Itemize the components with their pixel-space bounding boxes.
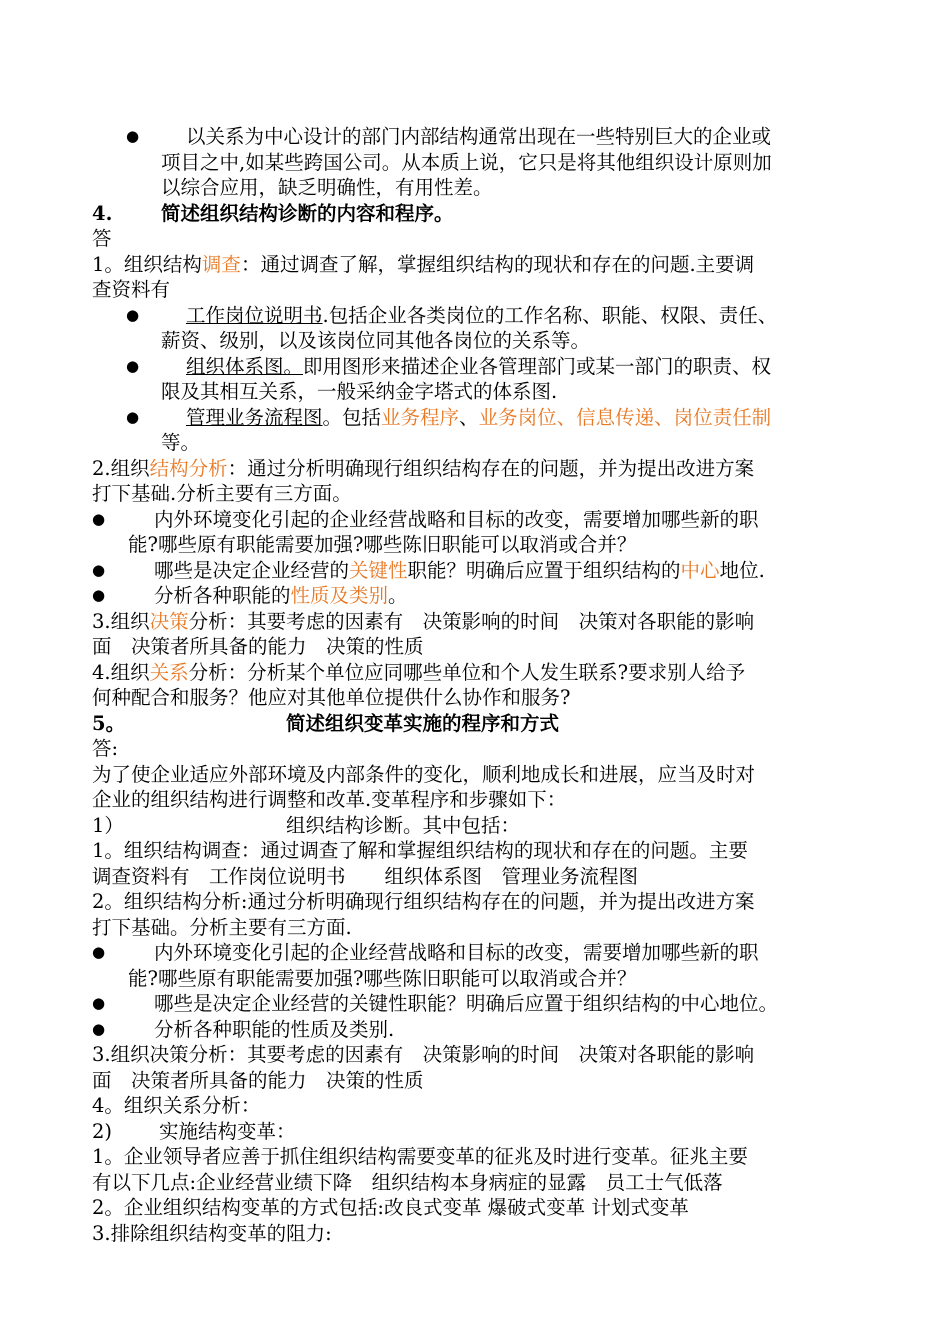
text-line: 企业的组织结构进行调整和改革.变革程序和步骤如下： — [92, 788, 567, 811]
text-line: 1。组织结构调查：通过调查了解和掌握组织结构的现状和存在的问题。主要 — [92, 839, 748, 862]
bullet-icon: ● — [92, 560, 106, 579]
bullet-icon: ● — [126, 356, 140, 375]
bullet-icon: ● — [92, 586, 106, 604]
paragraph: 4.组织关系分析：分析某个单位应同哪些单位和个人发生联系?要求别人给予 — [92, 660, 746, 684]
step-heading: 1） 组织结构诊断。其中包括： — [92, 813, 521, 837]
text-line: 2。组织结构分析:通过分析明确现行组织结构存在的问题，并为提出改进方案 — [92, 890, 755, 913]
text-line: 能?哪些原有职能需要加强?哪些陈旧职能可以取消或合并？ — [128, 966, 637, 990]
bullet-icon: ● — [92, 943, 106, 961]
text-line: 限及其相互关系，一般采纳金字塔式的体系图. — [161, 380, 558, 403]
text-line: 为了使企业适应外部环境及内部条件的变化，顺利地成长和进展，应当及时对 — [92, 762, 756, 786]
text-line: 等。 — [161, 431, 201, 454]
text-line: 能?哪些原有职能需要加强?哪些陈旧职能可以取消或合并？ — [128, 533, 637, 556]
text-line: 调查资料有 工作岗位说明书 组织体系图 管理业务流程图 — [92, 864, 639, 888]
text-line: 面 决策者所具备的能力 决策的性质 — [92, 635, 424, 658]
bullet-item: ● 分析各种职能的性质及类别。 — [92, 584, 408, 607]
bullet-icon: ● — [92, 994, 106, 1012]
text-line: 2。企业组织结构变革的方式包括:改良式变革 爆破式变革 计划式变革 — [92, 1196, 689, 1219]
text-line: 面 决策者所具备的能力 决策的性质 — [92, 1068, 424, 1092]
text-line: 有以下几点:企业经营业绩下降 组织结构本身病症的显露 员工士气低落 — [92, 1170, 723, 1194]
text-line: 打下基础.分析主要有三方面。 — [92, 482, 352, 505]
text-line: 打下基础。分析主要有三方面. — [92, 915, 352, 939]
document-page — [92, 124, 862, 1246]
text-line: 薪资、级别，以及该岗位同其他各岗位的关系等。 — [161, 329, 591, 352]
text-line: 项目之中,如某些跨国公司。从本质上说，它只是将其他组织设计原则加 — [161, 150, 772, 174]
bullet-item: ● 管理业务流程图。包括业务程序、业务岗位、信息传递、岗位责任制 — [126, 405, 772, 429]
text-line: 以综合应用，缺乏明确性，有用性差。 — [161, 176, 493, 199]
paragraph: 1。组织结构调查：通过调查了解，掌握组织结构的现状和存在的问题.主要调 — [92, 252, 755, 276]
paragraph: 2.组织结构分析：通过分析明确现行组织结构存在的问题，并为提出改进方案 — [92, 456, 755, 480]
paragraph: 3.组织决策分析：其要考虑的因素有 决策影响的时间 决策对各职能的影响 — [92, 609, 755, 633]
text-line: 1。企业领导者应善于抓住组织结构需要变革的征兆及时进行变革。征兆主要 — [92, 1145, 748, 1168]
text-line: 查资料有 — [92, 278, 171, 301]
bullet-item: ● 分析各种职能的性质及类别. — [92, 1017, 395, 1041]
bullet-icon: ● — [126, 127, 140, 145]
bullet-item: ● 哪些是决定企业经营的关键性职能？明确后应置于组织结构的中心地位。 — [92, 992, 779, 1015]
text-line: 何种配合和服务？他应对其他单位提供什么协作和服务? — [92, 686, 571, 709]
bullet-item: ● 组织体系图。即用图形来描述企业各管理部门或某一部门的职责、权 — [126, 354, 772, 378]
bullet-item: ● 内外环境变化引起的企业经营战略和目标的改变，需要增加哪些新的职 — [92, 941, 759, 964]
question-heading: 5。 简述组织变革实施的程序和方式 — [92, 711, 560, 735]
answer-label: 答 — [92, 227, 112, 250]
bullet-icon: ● — [92, 509, 106, 528]
answer-label: 答: — [92, 737, 119, 760]
bullet-item: ● 内外环境变化引起的企业经营战略和目标的改变，需要增加哪些新的职 — [92, 507, 759, 531]
bullet-item: ● 工作岗位说明书.包括企业各类岗位的工作名称、职能、权限、责任、 — [126, 303, 778, 327]
bullet-icon: ● — [92, 1019, 106, 1038]
bullet-item: ● 以关系为中心设计的部门内部结构通常出现在一些特别巨大的企业或 — [126, 125, 772, 148]
bullet-item: ● 哪些是决定企业经营的关键性职能？明确后应置于组织结构的中心地位. — [92, 558, 765, 582]
bullet-icon: ● — [126, 407, 140, 426]
text-line: 4。组织关系分析： — [92, 1094, 261, 1117]
text-line: 3.排除组织结构变革的阻力: — [92, 1221, 332, 1245]
question-heading: 4. 简述组织结构诊断的内容和程序。 — [92, 201, 454, 225]
bullet-icon: ● — [126, 305, 140, 324]
text-line: 3.组织决策分析：其要考虑的因素有 决策影响的时间 决策对各职能的影响 — [92, 1043, 755, 1066]
step-heading: 2) 实施结构变革： — [92, 1119, 296, 1143]
